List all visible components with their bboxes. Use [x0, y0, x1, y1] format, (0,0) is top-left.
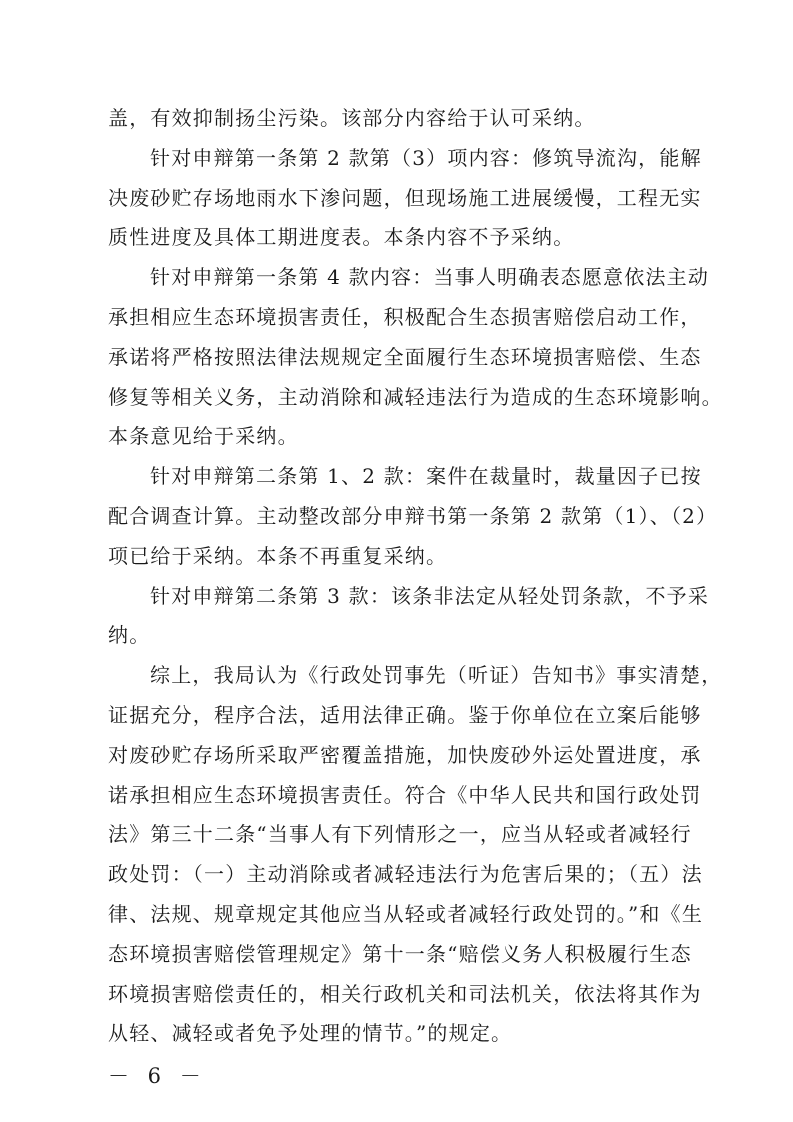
text-line: 态环境损害赔偿管理规定》第十一条“赔偿义务人积极履行生态	[108, 941, 692, 966]
paragraph-start-line: 针对申辩第一条第 2 款第（3）项内容：修筑导流沟，能解	[150, 145, 702, 170]
text-line: 修复等相关义务，主动消除和减轻违法行为造成的生态环境影响。	[108, 384, 723, 409]
paragraph-start-line: 针对申辩第一条第 4 款内容：当事人明确表态愿意依法主动	[150, 265, 710, 290]
paragraph-start-line: 针对申辩第二条第 3 款：该条非法定从轻处罚条款，不予采	[150, 583, 710, 608]
text-line: 质性进度及具体工期进度表。本条内容不予采纳。	[108, 225, 575, 250]
text-line: 对废砂贮存场所采取严密覆盖措施，加快废砂外运处置进度，承	[108, 742, 702, 767]
text-line: 本条意见给于采纳。	[108, 424, 299, 449]
text-line: 律、法规、规章规定其他应当从轻或者减轻行政处罚的。”和《生	[108, 902, 704, 926]
text-line: 环境损害赔偿责任的，相关行政机关和司法机关，依法将其作为	[108, 981, 702, 1006]
paragraph-start-line: 综上，我局认为《行政处罚事先（听证）告知书》事实清楚，	[150, 663, 723, 688]
text-line: 诺承担相应生态环境损害责任。符合《中华人民共和国行政处罚	[108, 782, 702, 807]
text-line: 项已给于采纳。本条不再重复采纳。	[108, 543, 448, 568]
text-line: 纳。	[108, 623, 151, 648]
text-line: 证据充分，程序合法，适用法律正确。鉴于你单位在立案后能够	[108, 703, 702, 727]
text-line: 政处罚：（一）主动消除或者减轻违法行为危害后果的；（五）法	[108, 862, 703, 887]
text-line: 承诺将严格按照法律法规规定全面履行生态环境损害赔偿、生态	[108, 344, 702, 369]
text-line: 盖，有效抑制扬尘污染。该部分内容给于认可采纳。	[108, 106, 596, 130]
text-line: 从轻、减轻或者免予处理的情节。”的规定。	[108, 1021, 513, 1046]
text-line: 决废砂贮存场地雨水下渗问题，但现场施工进展缓慢，工程无实	[108, 185, 702, 210]
text-line: 配合调查计算。主动整改部分申辩书第一条第 2 款第（1）、（2）	[108, 504, 718, 528]
text-line: 法》第三十二条“当事人有下列情形之一，应当从轻或者减轻行	[108, 822, 692, 847]
page-number: － 6 －	[108, 1064, 207, 1089]
text-line: 承担相应生态环境损害责任，积极配合生态损害赔偿启动工作，	[108, 305, 702, 329]
paragraph-start-line: 针对申辩第二条第 1、2 款：案件在裁量时，裁量因子已按	[150, 464, 702, 489]
